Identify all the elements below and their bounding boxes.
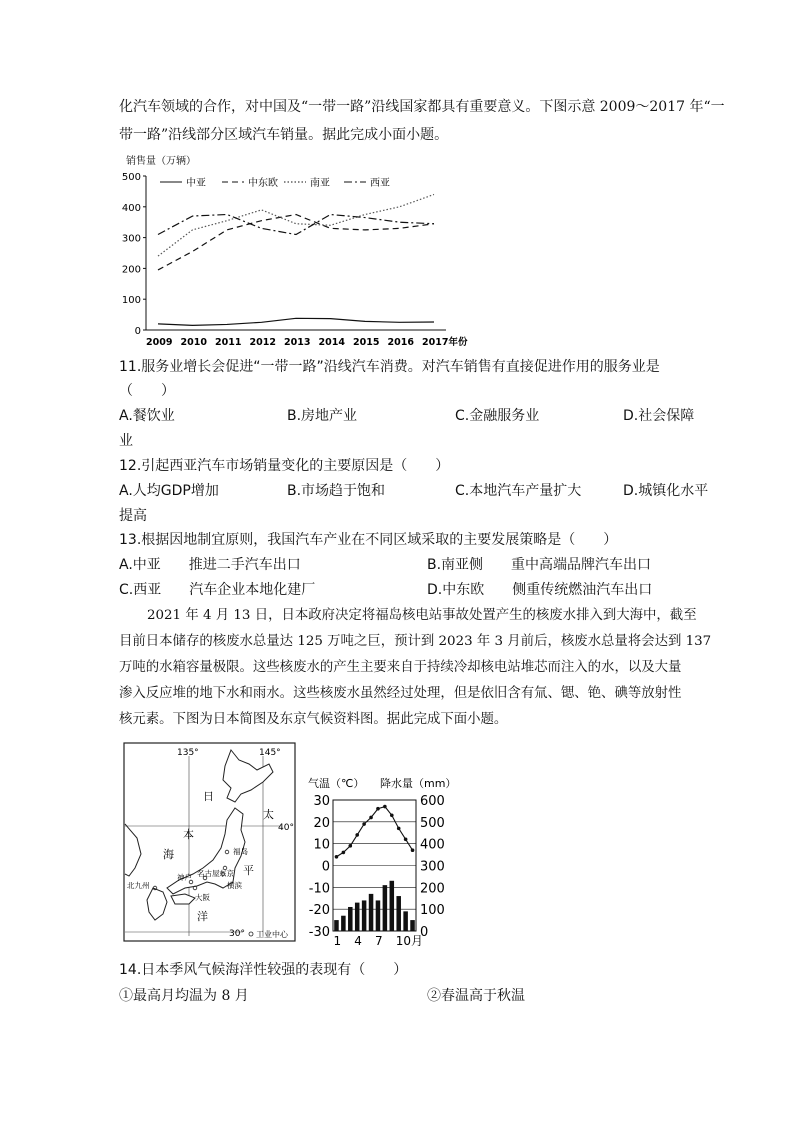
precip-bar	[410, 920, 415, 931]
precip-tick-label: 0	[420, 925, 429, 940]
series-line-西亚	[158, 215, 434, 235]
q13-option-c[interactable]: C.西亚 汽车企业本地化建厂	[119, 582, 316, 598]
q12-option-c[interactable]: C.本地汽车产量扩大	[455, 483, 582, 499]
temp-point	[355, 833, 359, 837]
precip-bar	[390, 881, 395, 931]
lon-label-135: 135°	[177, 748, 199, 758]
q14-option-2[interactable]: ②春温高于秋温	[427, 988, 525, 1004]
x-tick-label: 2015	[353, 337, 380, 348]
temp-tick-label: 0	[321, 859, 330, 875]
temperature-line	[335, 805, 415, 859]
lat-label-40: 40°	[278, 823, 294, 833]
series-line-中亚	[158, 318, 434, 325]
city-label: 福岛	[233, 847, 248, 856]
precip-bar	[383, 885, 388, 931]
temp-point	[397, 827, 401, 831]
precip-bar	[355, 903, 360, 931]
temp-point	[390, 813, 394, 817]
precip-tick-label: 500	[420, 815, 445, 831]
x-tick-label: 2017年份	[422, 337, 468, 348]
intro-line-1: 化汽车领域的合作，对中国及“一带一路”沿线国家都具有重要意义。下图示意 2009～2017 年“一	[119, 99, 725, 115]
japan-map	[123, 742, 296, 942]
temp-point	[335, 855, 339, 859]
x-tick-label: 2009	[146, 337, 173, 348]
q11-stem: 11.服务业增长会促进“一带一路”沿线汽车消费。对汽车销售有直接促进作用的服务业是	[119, 359, 660, 375]
month-tick-label: 7	[374, 934, 383, 948]
passage-line-4: 渗入反应堆的地下水和雨水。这些核废水虽然经过处理，但是依旧含有氚、锶、铯、碘等放射性	[119, 686, 682, 701]
x-tick-label: 2011	[215, 337, 242, 348]
temp-point	[376, 807, 380, 811]
city-label: 北九州	[127, 881, 150, 890]
q11-option-d[interactable]: D.社会保障	[623, 408, 695, 424]
city-label: 名古屋	[197, 869, 220, 878]
temp-point	[348, 844, 352, 848]
temp-tick-label: -20	[308, 903, 330, 919]
temp-point	[362, 822, 366, 826]
month-tick-label: 10月	[395, 934, 423, 948]
intro-line-2: 带一路”沿线部分区域汽车销量。据此完成小面小题。	[119, 127, 449, 143]
map-legend: 工业中心	[256, 930, 288, 939]
precip-tick-label: 200	[420, 881, 445, 897]
x-tick-label: 2013	[284, 337, 311, 348]
temp-point	[404, 838, 408, 842]
q14-option-1[interactable]: ①最高月均温为 8 月	[119, 988, 249, 1004]
precip-bar	[334, 920, 339, 931]
chart-ylabel: 销售量（万辆）	[126, 156, 196, 167]
sea-label-ri: 日	[203, 790, 214, 803]
x-tick-label: 2012	[249, 337, 276, 348]
temp-point	[369, 816, 373, 820]
legend-label: 中亚	[186, 178, 206, 189]
passage-line-1: 2021 年 4 月 13 日，日本政府决定将福岛核电站事故处置产生的核废水排入到大海中，截至	[147, 608, 697, 623]
q13-option-a[interactable]: A.中亚 推进二手汽车出口	[119, 557, 301, 573]
y-tick-label: 400	[121, 202, 141, 214]
temp-tick-label: 10	[313, 837, 330, 853]
city-label: 东京	[219, 869, 234, 878]
q13-option-d[interactable]: D.中东欧 侧重传统燃油汽车出口	[427, 582, 653, 598]
temp-tick-label: -10	[308, 881, 330, 897]
city-label: 大阪	[195, 893, 210, 902]
precip-bar	[376, 900, 381, 931]
temp-tick-label: 30	[313, 794, 330, 809]
precip-tick-label: 100	[420, 903, 445, 919]
y-tick-label: 300	[121, 233, 141, 245]
month-tick-label: 1	[333, 934, 342, 948]
q13-option-b[interactable]: B.南亚侧 重中高端品牌汽车出口	[427, 557, 652, 573]
lat-label-30: 30°	[229, 929, 245, 939]
passage-line-3: 万吨的水箱容量极限。这些核废水的产生主要来自于持续冷却核电站堆芯而注入的水，以及大量	[119, 660, 682, 675]
passage-line-2: 目前日本储存的核废水总量达 125 万吨之巨，预计到 2023 年 3 月前后，核废水总量将会达到 137	[119, 634, 712, 649]
q11-option-c[interactable]: C.金融服务业	[455, 408, 540, 424]
sea-label-hai: 海	[163, 848, 174, 861]
legend-label: 南亚	[310, 178, 330, 189]
precip-bar	[369, 894, 374, 931]
temp-point	[342, 851, 346, 855]
legend-label: 西亚	[370, 178, 390, 189]
y-tick-label: 200	[121, 264, 141, 276]
precip-bar	[341, 916, 346, 931]
temp-point	[411, 848, 415, 852]
series-line-南亚	[158, 194, 434, 256]
x-tick-label: 2014	[318, 337, 345, 348]
precip-bar	[348, 907, 353, 931]
precip-bar	[396, 896, 401, 931]
temp-tick-label: -30	[308, 925, 330, 940]
precip-bar	[362, 900, 367, 931]
city-label: 横滨	[227, 881, 242, 890]
series-line-中东欧	[158, 215, 434, 270]
sea-label-ben: 本	[183, 828, 194, 841]
month-tick-label: 4	[354, 934, 362, 948]
temp-axis-label: 气温（℃）	[308, 777, 365, 790]
temp-point	[383, 805, 387, 809]
q12-option-d-wrap: 提高	[119, 508, 147, 524]
q11-option-d-wrap: 业	[119, 433, 133, 449]
sales-line-chart	[118, 150, 468, 350]
q11-paren: （ ）	[119, 383, 175, 399]
lon-label-145: 145°	[259, 748, 281, 758]
q12-option-a[interactable]: A.人均GDP增加	[119, 483, 219, 499]
y-tick-label: 0	[134, 326, 141, 337]
chart-legend	[160, 176, 390, 189]
precip-tick-label: 400	[420, 837, 445, 853]
q11-option-b[interactable]: B.房地产业	[287, 408, 358, 424]
ocean-label-ping: 平	[243, 864, 254, 877]
chart-series	[158, 194, 434, 325]
y-tick-label: 100	[121, 295, 141, 307]
precip-tick-label: 300	[420, 859, 445, 875]
q13-stem: 13.根据因地制宜原则，我国汽车产业在不同区域采取的主要发展策略是（ ）	[119, 532, 618, 548]
precipitation-bars	[334, 881, 415, 931]
ocean-label-yang: 洋	[197, 910, 208, 923]
q12-option-d[interactable]: D.城镇化水平	[623, 483, 709, 499]
precip-axis-label: 降水量（mm）	[380, 777, 457, 790]
passage-line-5: 核元素。下图为日本简图及东京气候资料图。据此完成下面小题。	[119, 712, 508, 727]
q11-option-a[interactable]: A.餐饮业	[119, 408, 175, 424]
temp-curve	[336, 807, 412, 857]
q12-stem: 12.引起西亚汽车市场销量变化的主要原因是（ ）	[119, 458, 450, 474]
legend-label: 中东欧	[248, 178, 278, 189]
q12-option-b[interactable]: B.市场趋于饱和	[287, 483, 386, 499]
ocean-label-tai: 太	[263, 808, 274, 821]
x-tick-label: 2016	[387, 337, 414, 348]
tokyo-climate-chart	[300, 773, 470, 948]
temp-tick-label: 20	[313, 815, 330, 831]
q14-stem: 14.日本季风气候海洋性较强的表现有（ ）	[119, 962, 408, 978]
precip-bar	[403, 911, 408, 931]
city-label: 神户	[177, 873, 192, 882]
y-tick-label: 500	[121, 172, 141, 183]
x-tick-label: 2010	[180, 337, 207, 348]
precip-tick-label: 600	[420, 794, 445, 809]
